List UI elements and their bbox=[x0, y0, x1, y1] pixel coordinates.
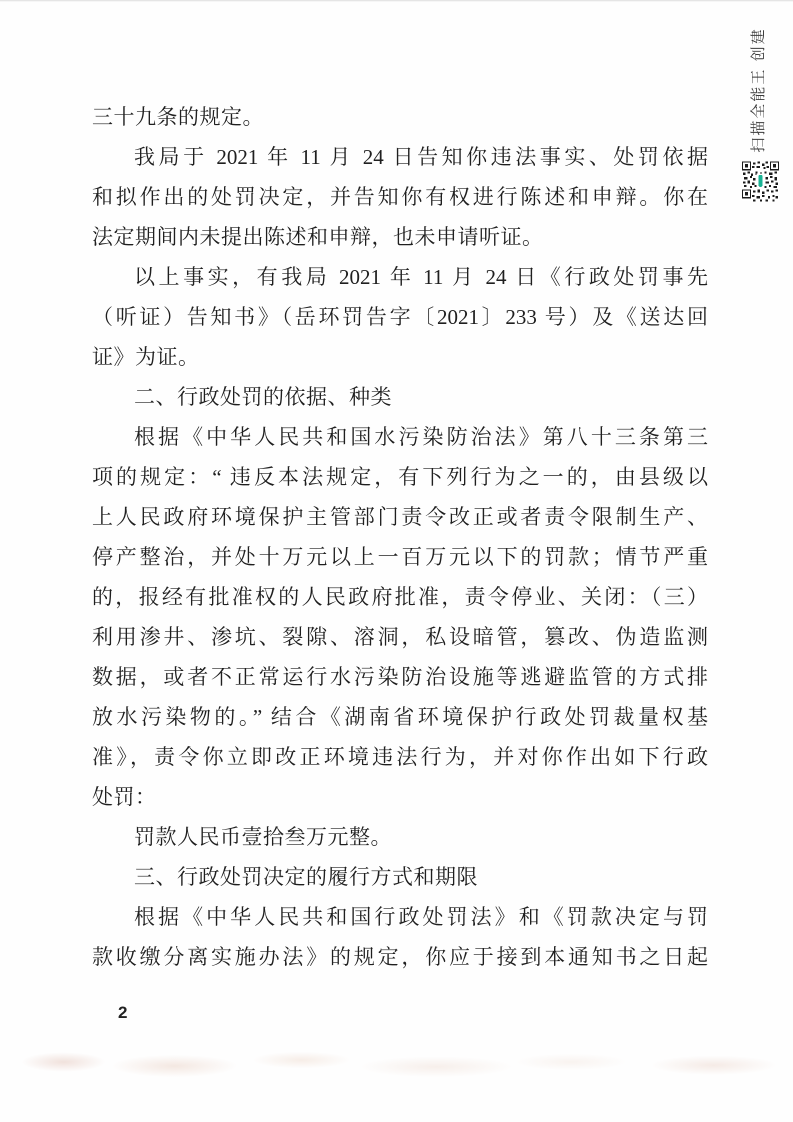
text-line: 根据《中华人民共和国行政处罚法》和《罚款决定与罚 bbox=[134, 905, 708, 929]
page-number: 2 bbox=[118, 1003, 128, 1022]
text-line: （听证）告知书》（岳环罚告字〔2021〕233 号）及《送达回 bbox=[92, 305, 708, 329]
camscanner-qr-icon bbox=[742, 161, 779, 202]
text-line: 停产整治，并处十万元以上一百万元以下的罚款；情节严重 bbox=[92, 545, 708, 569]
text-line: 三、行政处罚决定的履行方式和期限 bbox=[134, 865, 478, 889]
text-line: 罚款人民币壹拾叁万元整。 bbox=[134, 825, 392, 849]
text-line: 我局于 2021 年 11 月 24 日告知你违法事实、处罚依据 bbox=[134, 145, 708, 169]
text-line: 款收缴分离实施办法》的规定，你应于接到本通知书之日起 bbox=[92, 945, 708, 969]
text-line: 上人民政府环境保护主管部门责令改正或者责令限制生产、 bbox=[92, 505, 708, 529]
text-line: 三十九条的规定。 bbox=[92, 105, 264, 129]
text-line: 和拟作出的处罚决定，并告知你有权进行陈述和申辩。你在 bbox=[92, 185, 708, 209]
text-line: 证》为证。 bbox=[92, 345, 200, 369]
text-line: 二、行政处罚的依据、种类 bbox=[134, 385, 392, 409]
text-line: 项的规定：“ 违反本法规定，有下列行为之一的，由县级以 bbox=[92, 465, 708, 489]
scan-artifact bbox=[0, 1038, 793, 1078]
text-line: 处罚： bbox=[92, 785, 157, 809]
text-line: 准》，责令你立即改正环境违法行为，并对你作出如下行政 bbox=[92, 745, 708, 769]
text-line: 利用渗井、渗坑、裂隙、溶洞，私设暗管，篡改、伪造监测 bbox=[92, 625, 708, 649]
text-line: 以上事实，有我局 2021 年 11 月 24 日《行政处罚事先 bbox=[134, 265, 708, 289]
text-line: 放水污染物的。” 结合《湖南省环境保护行政处罚裁量权基 bbox=[92, 705, 708, 729]
text-line: 的，报经有批准权的人民政府批准，责令停业、关闭：（三） bbox=[92, 585, 708, 609]
scan-edge bbox=[0, 0, 793, 2]
text-line: 法定期间内未提出陈述和申辩，也未申请听证。 bbox=[92, 225, 544, 249]
text-line: 数据，或者不正常运行水污染防治设施等逃避监管的方式排 bbox=[92, 665, 708, 689]
qr-accent-mark bbox=[758, 175, 762, 187]
document-lines bbox=[92, 97, 708, 977]
text-line: 根据《中华人民共和国水污染防治法》第八十三条第三 bbox=[134, 425, 708, 449]
scanner-credit-text: 扫描全能王 创建 bbox=[750, 27, 767, 153]
